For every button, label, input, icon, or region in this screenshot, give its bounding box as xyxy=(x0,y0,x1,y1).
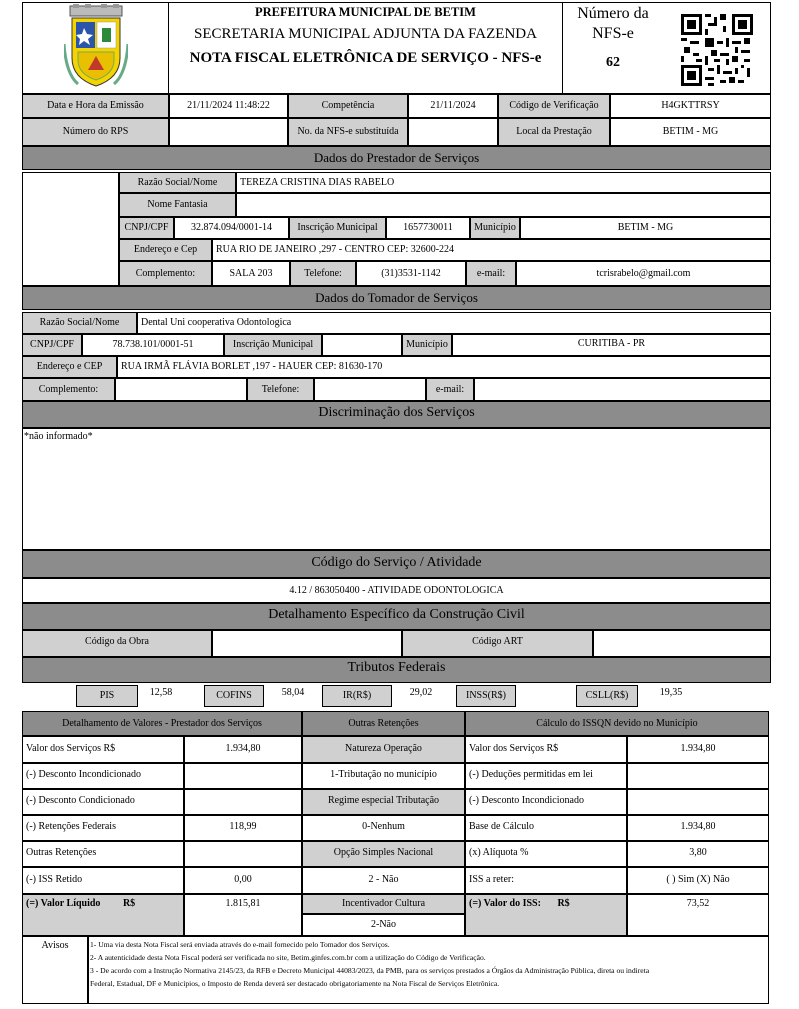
issqn-label-3: (-) Desconto Incondicionado xyxy=(465,789,627,815)
prestador-complemento-label: Complemento: xyxy=(119,261,212,286)
pis-value: 12,58 xyxy=(149,687,173,698)
valores-value-6: 0,00 xyxy=(184,867,302,894)
avisos-box xyxy=(88,936,769,1004)
ir-label: IR(R$) xyxy=(322,685,392,707)
numero-rps-label: Número do RPS xyxy=(22,118,169,146)
codigo-art-label: Código ART xyxy=(402,630,593,657)
aviso-line-1: 1- Uma via desta Nota Fiscal será enviada através do e-mail fornecido pelo Tomador dos Serviços. xyxy=(90,940,390,949)
numero-rps-value xyxy=(169,118,288,146)
issqn-value-2 xyxy=(627,763,769,789)
tomador-razao-label: Razão Social/Nome xyxy=(22,312,137,334)
tomador-inscricao-label: Inscrição Municipal xyxy=(224,334,322,356)
valores-label-5: Outras Retenções xyxy=(22,841,184,867)
codigo-art-value xyxy=(593,630,771,657)
outras-retencoes-4: 0-Nenhum xyxy=(302,815,465,841)
csll-value: 19,35 xyxy=(659,687,683,698)
prestador-telefone-value: (31)3531-1142 xyxy=(356,261,466,286)
tomador-municipio-label: Município xyxy=(402,334,452,356)
servico-section-title: Código do Serviço / Atividade xyxy=(22,550,771,578)
header-prefeitura: PREFEITURA MUNICIPAL DE BETIM xyxy=(255,5,476,19)
local-prestacao-label: Local da Prestação xyxy=(498,118,610,146)
discriminacao-section-title: Discriminação dos Serviços xyxy=(22,401,771,428)
tomador-inscricao-value xyxy=(322,334,402,356)
prestador-complemento-value: SALA 203 xyxy=(212,261,290,286)
csll-label: CSLL(R$) xyxy=(576,685,638,707)
prestador-razao-label: Razão Social/Nome xyxy=(119,172,236,193)
prestador-cnpj-value: 32.874.094/0001-14 xyxy=(174,217,289,239)
tributos-section-title: Tributos Federais xyxy=(22,657,771,683)
tomador-email-value xyxy=(474,378,771,401)
outras-retencoes-3: Regime especial Tributação xyxy=(302,789,465,815)
outras-retencoes-1: Natureza Operação xyxy=(302,736,465,763)
data-emissao-value: 21/11/2024 11:48:22 xyxy=(169,94,288,118)
avisos-label: Avisos xyxy=(22,936,88,1004)
issqn-label-4: Base de Cálculo xyxy=(465,815,627,841)
prestador-municipio-value: BETIM - MG xyxy=(520,217,771,239)
valores-label-1: Valor dos Serviços R$ xyxy=(22,736,184,763)
tomador-telefone-value xyxy=(314,378,426,401)
cofins-value: 58,04 xyxy=(281,687,305,698)
prestador-fantasia-label: Nome Fantasia xyxy=(119,193,236,217)
tomador-cnpj-value: 78.738.101/0001-51 xyxy=(82,334,224,356)
prestador-email-label: e-mail: xyxy=(466,261,516,286)
issqn-label-5: (x) Alíquota % xyxy=(465,841,627,867)
incentivador-value: 2-Não xyxy=(302,914,465,936)
tomador-telefone-label: Telefone: xyxy=(247,378,314,401)
tomador-complemento-value xyxy=(115,378,247,401)
valores-label-2: (-) Desconto Incondicionado xyxy=(22,763,184,789)
valor-iss-label xyxy=(465,894,627,936)
valores-col2-title: Outras Retenções xyxy=(302,711,465,736)
issqn-value-5: 3,80 xyxy=(627,841,769,867)
prestador-cnpj-label: CNPJ/CPF xyxy=(119,217,174,239)
valor-liquido-label xyxy=(22,894,184,936)
nfse-substituida-label: No. da NFS-e substituída xyxy=(288,118,408,146)
prestador-razao-value: TEREZA CRISTINA DIAS RABELO xyxy=(236,172,771,193)
aviso-line-4: Federal, Estadual, DF e Municípios, o Imposto de Renda deverá ser destacado obrigatoriamente na Nota Fiscal de Serviços Eletrônica. xyxy=(90,979,500,988)
incentivador-label: Incentivador Cultura xyxy=(302,894,465,914)
outras-retencoes-2: 1-Tributação no município xyxy=(302,763,465,789)
codigo-obra-value xyxy=(212,630,402,657)
numero-nfse-label-2: NFS-e xyxy=(592,25,634,42)
numero-nfse-value: 62 xyxy=(606,55,620,70)
valor-iss-value: 73,52 xyxy=(627,894,769,936)
header-secretaria: SECRETARIA MUNICIPAL ADJUNTA DA FAZENDA xyxy=(194,26,537,42)
valor-liquido-value: 1.815,81 xyxy=(184,894,302,936)
valores-value-5 xyxy=(184,841,302,867)
numero-nfse-label-1: Número da xyxy=(577,5,649,22)
codigo-verificacao-value: H4GKTTRSY xyxy=(610,94,771,118)
valores-label-4: (-) Retenções Federais xyxy=(22,815,184,841)
issqn-label-1: Valor dos Serviços R$ xyxy=(465,736,627,763)
valor-liquido-label-text: (=) Valor Líquido xyxy=(26,898,101,909)
cofins-label: COFINS xyxy=(204,685,264,707)
competencia-label: Competência xyxy=(288,94,408,118)
aviso-line-2: 2- A autenticidade desta Nota Fiscal poderá ser verificada no site, Betim.ginfes.com.br com a utilização do Código de Verificação. xyxy=(90,953,486,962)
tomador-cnpj-label: CNPJ/CPF xyxy=(22,334,82,356)
prestador-endereco-label: Endereço e Cep xyxy=(119,239,212,261)
tomador-endereco-label: Endereço e CEP xyxy=(22,356,117,378)
inss-label: INSS(R$) xyxy=(456,685,516,707)
issqn-label-2: (-) Deduções permitidas em lei xyxy=(465,763,627,789)
tomador-municipio-value: CURITIBA - PR xyxy=(452,334,771,356)
nfse-substituida-value xyxy=(408,118,498,146)
prestador-logo-box xyxy=(22,172,119,286)
codigo-verificacao-label: Código de Verificação xyxy=(498,94,610,118)
servico-text: 4.12 / 863050400 - ATIVIDADE ODONTOLOGICA xyxy=(22,578,771,603)
issqn-value-3 xyxy=(627,789,769,815)
ir-value: 29,02 xyxy=(409,687,433,698)
competencia-value: 21/11/2024 xyxy=(408,94,498,118)
valores-label-3: (-) Desconto Condicionado xyxy=(22,789,184,815)
valores-value-3 xyxy=(184,789,302,815)
discriminacao-text: *não informado* xyxy=(22,428,771,550)
prestador-inscricao-value: 1657730011 xyxy=(386,217,470,239)
aviso-line-3: 3 - De acordo com a Instrução Normativa 2145/23, da RFB e Decreto Municipal 44083/2023, da PMB, para os serviços prestados a Órgãos da Administração Pública, direta ou indireta xyxy=(90,966,650,975)
qr-code-icon[interactable] xyxy=(681,14,753,86)
tomador-section-title: Dados do Tomador de Serviços xyxy=(22,286,771,310)
prestador-telefone-label: Telefone: xyxy=(290,261,356,286)
valores-value-4: 118,99 xyxy=(184,815,302,841)
prestador-email-value: tcrisrabelo@gmail.com xyxy=(516,261,771,286)
coat-of-arms-icon xyxy=(64,4,128,90)
valores-label-6: (-) ISS Retido xyxy=(22,867,184,894)
valor-iss-currency: R$ xyxy=(557,898,570,909)
issqn-value-1: 1.934,80 xyxy=(627,736,769,763)
tomador-email-label: e-mail: xyxy=(426,378,474,401)
header-nota-fiscal: NOTA FISCAL ELETRÔNICA DE SERVIÇO - NFS-e xyxy=(189,50,542,66)
prestador-endereco-value: RUA RIO DE JANEIRO ,297 - CENTRO CEP: 32600-224 xyxy=(212,239,771,261)
outras-retencoes-5: Opção Simples Nacional xyxy=(302,841,465,867)
issqn-label-6: ISS a reter: xyxy=(465,867,627,894)
codigo-obra-label: Código da Obra xyxy=(22,630,212,657)
prestador-fantasia-value xyxy=(236,193,771,217)
tomador-endereco-value: RUA IRMÃ FLÁVIA BORLET ,197 - HAUER CEP: 81630-170 xyxy=(117,356,771,378)
construcao-section-title: Detalhamento Específico da Construção Civil xyxy=(22,603,771,630)
local-prestacao-value: BETIM - MG xyxy=(610,118,771,146)
valores-value-2 xyxy=(184,763,302,789)
prestador-municipio-label: Município xyxy=(470,217,520,239)
data-emissao-label: Data e Hora da Emissão xyxy=(22,94,169,118)
valores-value-1: 1.934,80 xyxy=(184,736,302,763)
valores-col3-title: Cálculo do ISSQN devido no Município xyxy=(465,711,769,736)
tomador-razao-value: Dental Uni cooperativa Odontologica xyxy=(137,312,771,334)
pis-label: PIS xyxy=(76,685,138,707)
valor-iss-label-text: (=) Valor do ISS: xyxy=(469,898,541,909)
issqn-value-4: 1.934,80 xyxy=(627,815,769,841)
valores-col1-title: Detalhamento de Valores - Prestador dos Serviços xyxy=(22,711,302,736)
tomador-complemento-label: Complemento: xyxy=(22,378,115,401)
issqn-value-6: ( ) Sim (X) Não xyxy=(627,867,769,894)
prestador-inscricao-label: Inscrição Municipal xyxy=(289,217,386,239)
prestador-section-title: Dados do Prestador de Serviços xyxy=(22,146,771,170)
valor-liquido-currency: R$ xyxy=(122,898,136,909)
outras-retencoes-6: 2 - Não xyxy=(302,867,465,894)
